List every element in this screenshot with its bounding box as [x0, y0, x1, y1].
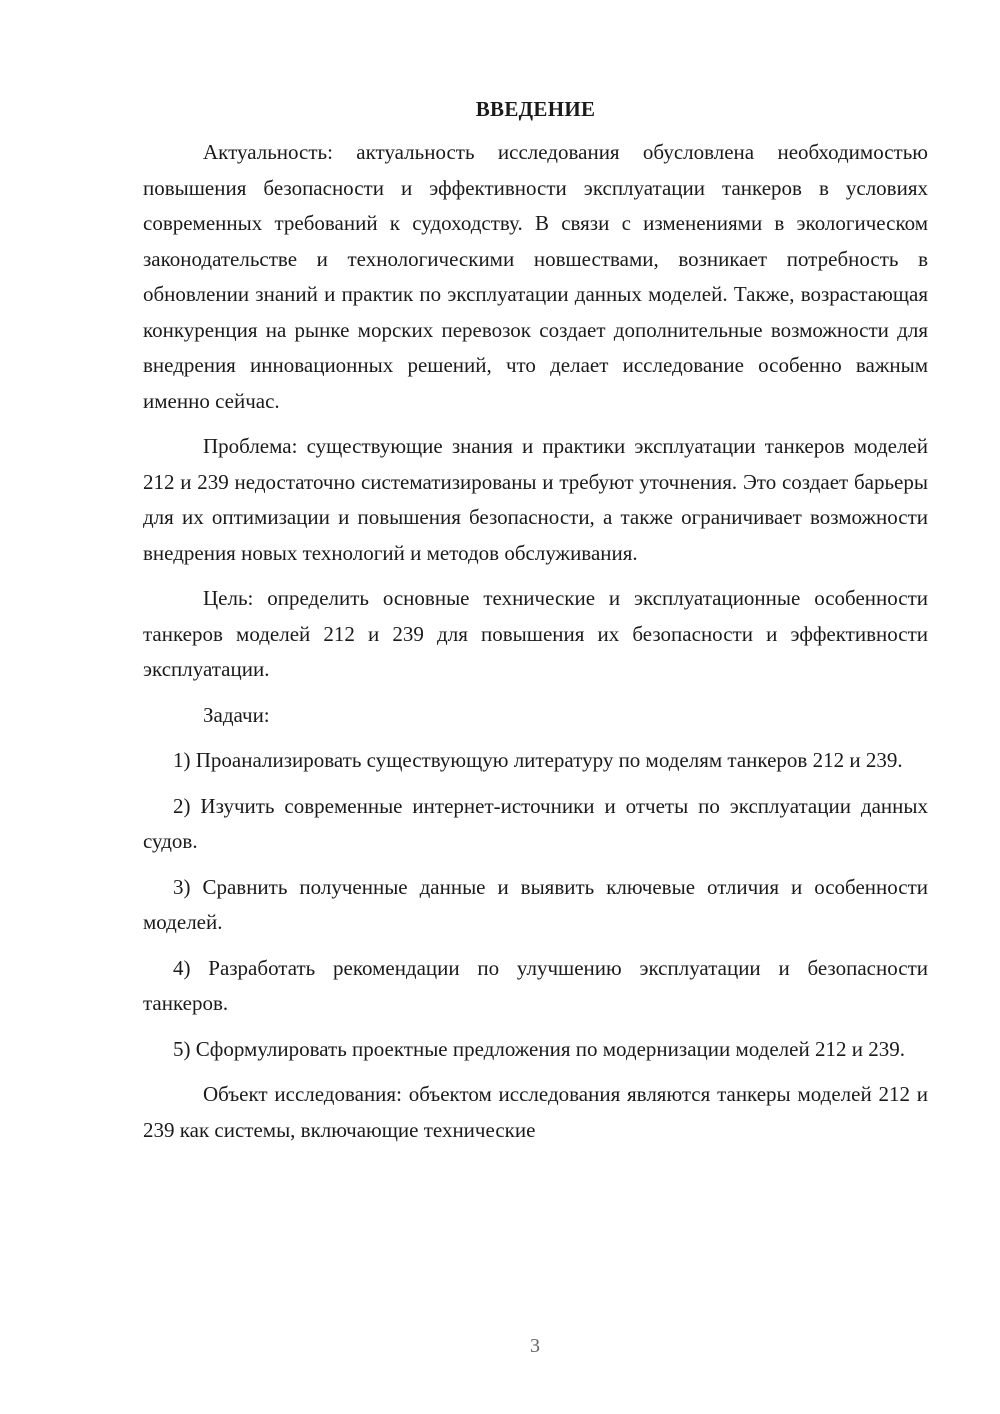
task-item-3: 3) Сравнить полученные данные и выявить ключевые отличия и особенности моделей.	[143, 874, 928, 934]
tasks-label: Задачи:	[203, 702, 270, 727]
task-item-5: 5) Сформулировать проектные предложения по модернизации моделей 212 и 239.	[173, 1036, 905, 1061]
problem-paragraph: Проблема: существующие знания и практики эксплуатации танкеров моделей 212 и 239 недостаточно систематизированы и требуют уточнения. Это создает барьеры для их оптимизации и повышения безопасности, а также ограничивает возможности внедрения новых технологий и методов обслуживания.	[143, 434, 928, 565]
document-page	[143, 97, 928, 1148]
page-title: ВВЕДЕНИЕ	[475, 97, 596, 121]
goal-paragraph: Цель: определить основные технические и эксплуатационные особенности танкеров моделей 212 и 239 для повышения их безопасности и эффективности эксплуатации.	[143, 586, 928, 681]
task-item-4: 4) Разработать рекомендации по улучшению эксплуатации и безопасности танкеров.	[143, 955, 928, 1015]
task-item-1: 1) Проанализировать существующую литературу по моделям танкеров 212 и 239.	[173, 748, 903, 772]
page-number: 3	[530, 1335, 540, 1357]
object-paragraph: Объект исследования: объектом исследования являются танкеры моделей 212 и 239 как системы, включающие технические	[143, 1082, 928, 1142]
task-item-2: 2) Изучить современные интернет-источники и отчеты по эксплуатации данных судов.	[143, 793, 928, 853]
relevance-paragraph: Актуальность: актуальность исследования обусловлена необходимостью повышения безопасности и эффективности эксплуатации танкеров в условиях современных требований к судоходству. В связи с изменениями в экологическом законодательстве и технологическими новшествами, возникает потребность в обновлении знаний и практик по эксплуатации данных моделей. Также, возрастающая конкуренция на рынке морских перевозок создает дополнительные возможности для внедрения инновационных решений, что делает исследование особенно важным именно сейчас.	[143, 140, 928, 413]
